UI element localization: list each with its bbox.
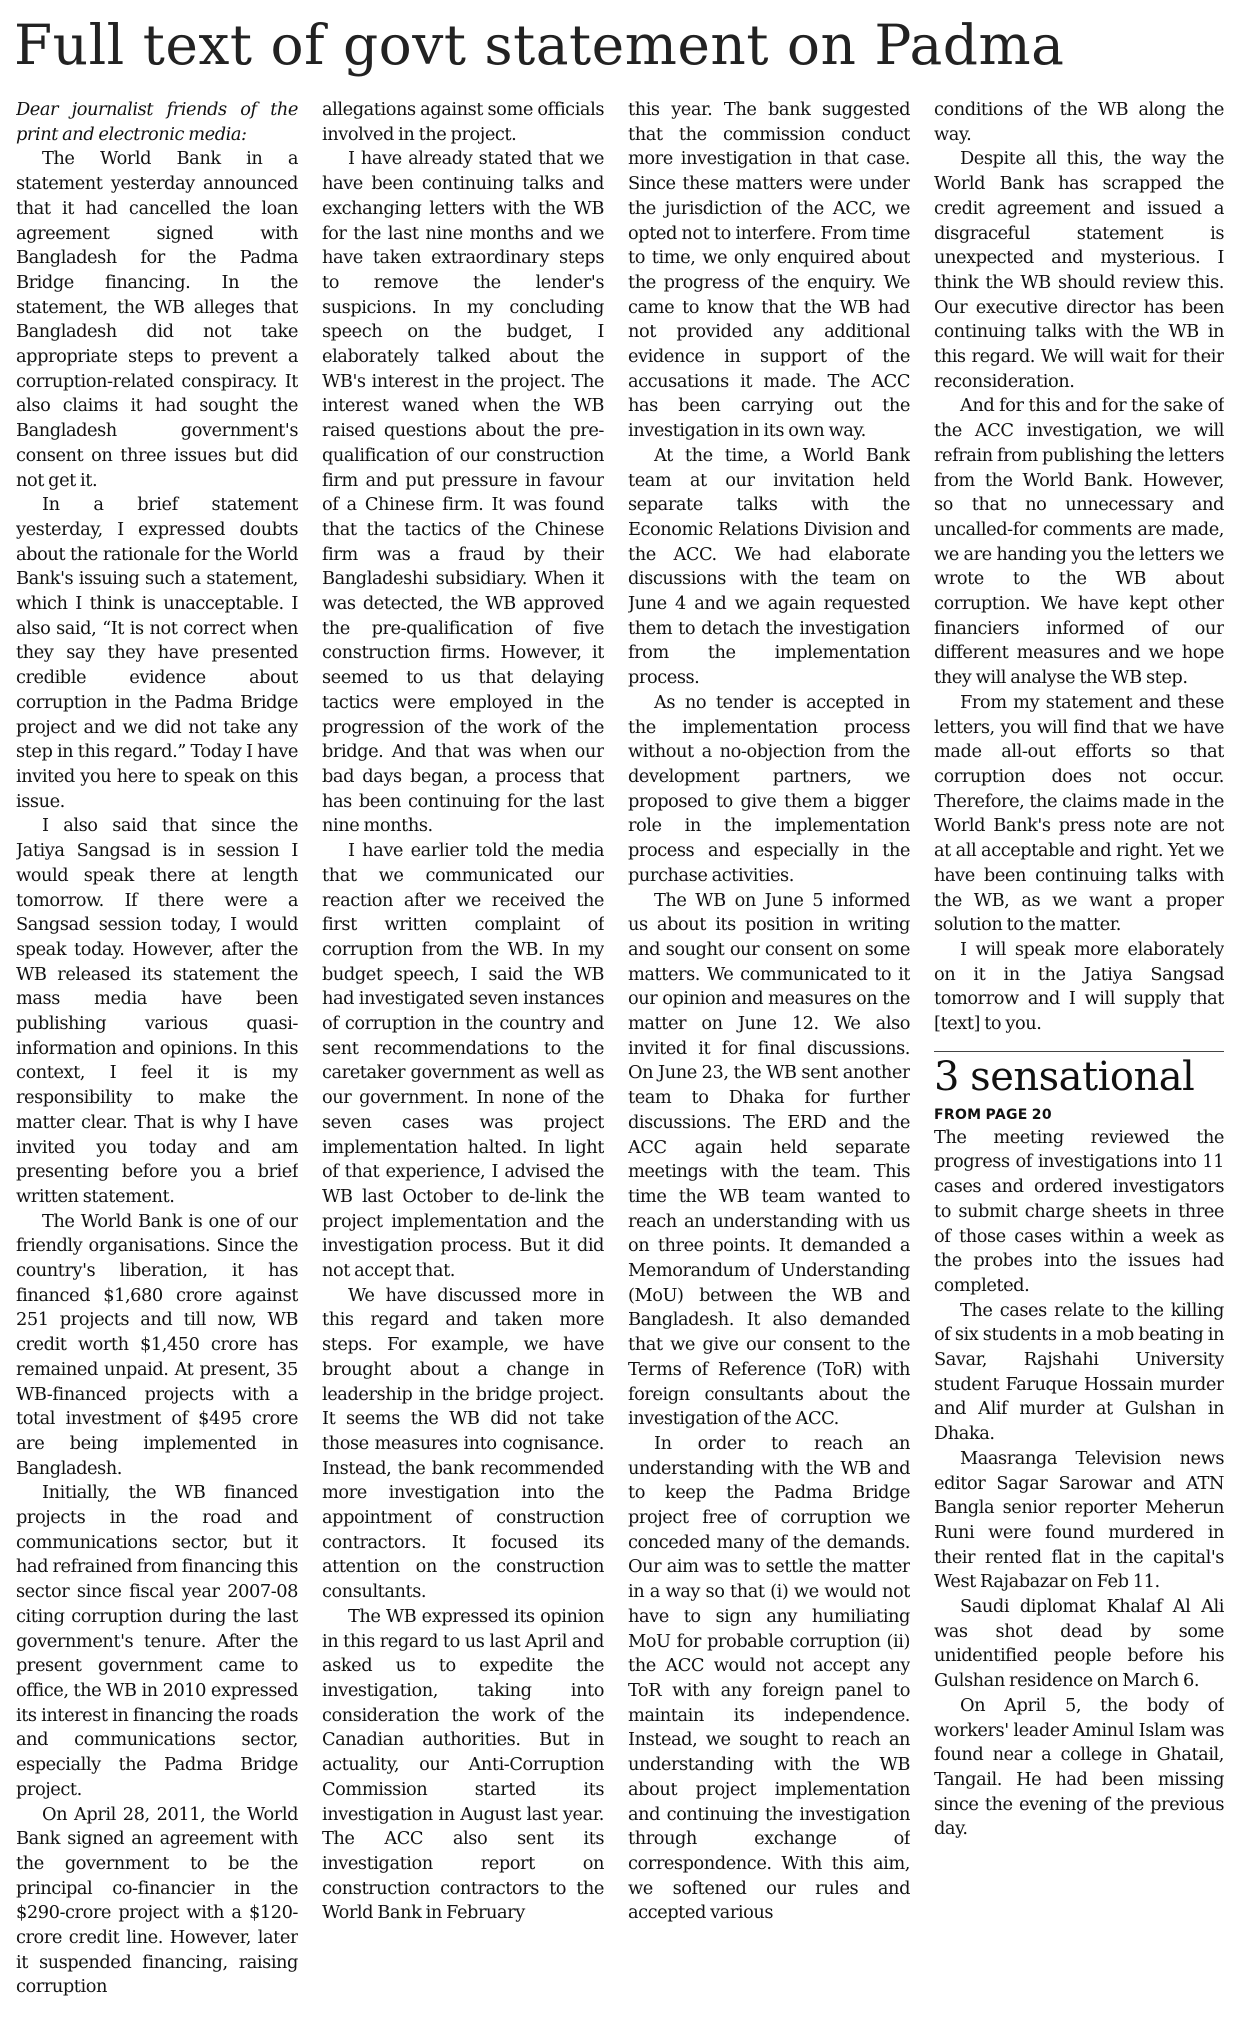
paragraph: Maasranga Television news editor Sagar Sarowar and ATN Bangla senior reporter Meherun Runi were found murdered in their rented flat in the capital's West Rajabazar on Feb 11. <box>934 1447 1224 1593</box>
sidebar-story-headline: 3 sensational <box>934 1051 1224 1098</box>
paragraph: I have already stated that we have been continuing talks and exchanging letters with the WB for the last nine months and we have taken extraordinary steps to remove the lender's suspicions. In my concluding speech on the budget, I elaborately talked about the WB's interest in the project. The interest waned when the WB raised questions about the pre-qualification of our construction firm and put pressure in favour of a Chinese firm. It was found that the tactics of the Chinese firm was a fraud by their Bangladeshi subsidiary. When it was detected, the WB approved the pre-qualification of five construction firms. However, it seemed to us that delaying tactics were employed in the progression of the work of the bridge. And that was when our bad days began, a process that has been continuing for the last nine months. <box>322 148 604 837</box>
paragraph: The WB expressed its opinion in this regard to us last April and asked us to expedite the investigation, taking into consideration the work of the Canadian authorities. But in actuality, our Anti-Corruption Commission started its investigation in August last year. The ACC also sent its investigation report on construction contractors to the World Bank in February <box>322 1605 604 1924</box>
paragraph: In order to reach an understanding with the WB and to keep the Padma Bridge project free of corruption we conceded many of the demands. Our aim was to settle the matter in a way so that (i) we would not have to sign any humiliating MoU for probable corruption (ii) the ACC would not accept any ToR with any foreign panel to maintain its independence. Instead, we sought to reach an understanding with the WB about project implementation and continuing the investigation through exchange of correspondence. With this aim, we softened our rules and accepted various <box>628 1432 910 1924</box>
column-2 <box>322 98 604 2026</box>
salutation: Dear journalist friends of the print and electronic media: <box>16 99 298 145</box>
paragraph: The WB on June 5 informed us about its position in writing and sought our consent on some matters. We communicated to it our opinion and measures on the matter on June 12. We also invited it for final discussions. On June 23, the WB sent another team to Dhaka for further discussions. The ERD and the ACC again held separate meetings with the team. This time the WB team wanted to reach an understanding with us on three points. It demanded a Memorandum of Understanding (MoU) between the WB and Bangladesh. It also demanded that we give our consent to the Terms of Reference (ToR) with foreign consultants about the investigation of the ACC. <box>628 889 910 1430</box>
paragraph: From my statement and these letters, you will find that we have made all-out efforts so that corruption does not occur. Therefore, the claims made in the World Bank's press note are not at all acceptable and right. Yet we have been continuing talks with the WB, as we want a proper solution to the matter. <box>934 691 1224 936</box>
column-3 <box>628 98 910 2026</box>
paragraph: On April 5, the body of workers' leader Aminul Islam was found near a college in Ghatail, Tangail. He had been missing since the evening of the previous day. <box>934 1694 1224 1840</box>
paragraph: Despite all this, the way the World Bank has scrapped the credit agreement and issued a disgraceful statement is unexpected and mysterious. I think the WB should review this. Our executive director has been continuing talks with the WB in this regard. We will wait for their reconsideration. <box>934 148 1224 392</box>
paragraph: allegations against some officials involved in the project. <box>322 99 604 145</box>
article-headline: Full text of govt statement on Padma <box>14 13 1065 77</box>
paragraph: Saudi diplomat Khalaf Al Ali was shot dead by some unidentified people before his Gulshan residence on March 6. <box>934 1596 1224 1692</box>
paragraph: The meeting reviewed the progress of investigations into 11 cases and ordered investigators to submit charge sheets in three of those cases within a week as the probes into the issues had completed. <box>934 1126 1224 1296</box>
jump-line: FROM PAGE 20 <box>934 1106 1052 1123</box>
paragraph: Initially, the WB financed projects in the road and communications sector, but it had refrained from financing this sector since fiscal year 2007-08 citing corruption during the last government's tenure. After the present government came to office, the WB in 2010 expressed its interest in financing the roads and communications sector, especially the Padma Bridge project. <box>16 1482 298 1800</box>
paragraph: I have earlier told the media that we communicated our reaction after we received the first written complaint of corruption from the WB. In my budget speech, I said the WB had investigated seven instances of corruption in the country and sent recommendations to the caretaker government as well as our government. In none of the seven cases was project implementation halted. In light of that experience, I advised the WB last October to de-link the project implementation and the investigation process. But it did not accept that. <box>322 840 604 1282</box>
column-1 <box>16 98 298 2026</box>
paragraph: At the time, a World Bank team at our invitation held separate talks with the Economic Relations Division and the ACC. We had elaborate discussions with the team on June 4 and we again requested them to detach the investigation from the implementation process. <box>628 444 910 689</box>
column-4 <box>934 98 1224 2026</box>
paragraph: We have discussed more in this regard and taken more steps. For example, we have brought about a change in leadership in the bridge project. It seems the WB did not take those measures into cognisance. Instead, the bank recommended more investigation into the appointment of construction contractors. It focused its attention on the construction consultants. <box>322 1284 604 1603</box>
paragraph: And for this and for the sake of the ACC investigation, we will refrain from publishing the letters from the World Bank. However, so that no unnecessary and uncalled-for comments are made, we are handing you the letters we wrote to the WB about corruption. We have kept other financiers informed of our different measures and we hope they will analyse the WB step. <box>934 395 1224 689</box>
paragraph: As no tender is accepted in the implementation process without a no-objection from the development partners, we proposed to give them a bigger role in the implementation process and especially in the purchase activities. <box>628 691 910 886</box>
paragraph: this year. The bank suggested that the commission conduct more investigation in that case. Since these matters were under the jurisdiction of the ACC, we opted not to interfere. From time to time, we only enquired about the progress of the enquiry. We came to know that the WB had not provided any additional evidence in support of the accusations it made. The ACC has been carrying out the investigation in its own way. <box>628 99 910 442</box>
paragraph: The cases relate to the killing of six students in a mob beating in Savar, Rajshahi University student Faruque Hossain murder and Alif murder at Gulshan in Dhaka. <box>934 1299 1224 1445</box>
paragraph: In a brief statement yesterday, I expressed doubts about the rationale for the World Bank's issuing such a statement, which I think is unacceptable. I also said, “It is not correct when they say they have presented credible evidence about corruption in the Padma Bridge project and we did not take any step in this regard.” Today I have invited you here to speak on this issue. <box>16 494 298 812</box>
paragraph: I also said that since the Jatiya Sangsad is in session I would speak there at length tomorrow. If there were a Sangsad session today, I would speak today. However, after the WB released its statement the mass media have been publishing various quasi-information and opinions. In this context, I feel it is my responsibility to make the matter clear. That is why I have invited you today and am presenting before you a brief written statement. <box>16 815 298 1207</box>
paragraph: The World Bank is one of our friendly organisations. Since the country's liberation, it has financed $1,680 crore against 251 projects and till now, WB credit worth $1,450 crore has remained unpaid. At present, 35 WB-financed projects with a total investment of $495 crore are being implemented in Bangladesh. <box>16 1210 298 1479</box>
paragraph: conditions of the WB along the way. <box>934 99 1224 145</box>
paragraph: I will speak more elaborately on it in the Jatiya Sangsad tomorrow and I will supply that [text] to you. <box>934 938 1224 1035</box>
paragraph: The World Bank in a statement yesterday announced that it had cancelled the loan agreement signed with Bangladesh for the Padma Bridge financing. In the statement, the WB alleges that Bangladesh did not take appropriate steps to prevent a corruption-related conspiracy. It also claims it had sought the Bangladesh government's consent on three issues but did not get it. <box>16 148 298 491</box>
paragraph: On April 28, 2011, the World Bank signed an agreement with the government to be the principal co-financier in the $290-crore project with a $120-crore credit line. However, later it suspended financing, raising corruption <box>16 1803 298 1998</box>
